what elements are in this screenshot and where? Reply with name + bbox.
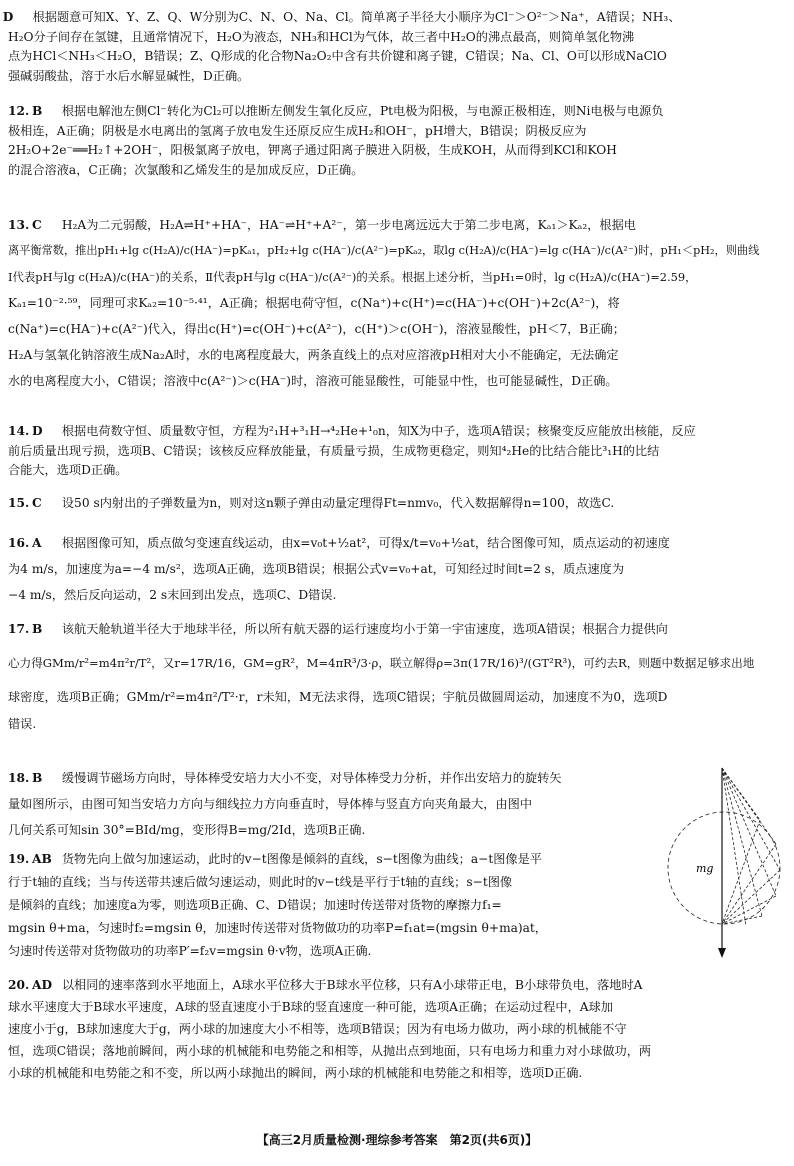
explanation-line: 根据题意可知X、Y、Z、Q、W分别为C、N、O、Na、Cl。简单离子半径大小顺序为Cl⁻＞O²⁻＞Na⁺，A错误；NH₃、 xyxy=(32,10,681,24)
mg-label: mg xyxy=(696,862,714,875)
explanation-line: 小球的机械能和电势能之和不变，所以两小球抛出的瞬间，两小球的机械能和电势能之和相等，选项D正确. xyxy=(8,1066,583,1080)
answer-item-14 xyxy=(8,422,784,481)
explanation-line: 行于t轴的直线；当与传送带共速后做匀速运动，则此时的v−t线是平行于t轴的直线；s−t图像 xyxy=(8,875,513,889)
answer-item-20 xyxy=(8,974,784,1084)
explanation-line: 几何关系可知sin 30°=BId/mg，变形得B=mg/2Id，选项B正确. xyxy=(8,823,366,837)
question-number: 17. xyxy=(8,622,30,636)
force-vector-line xyxy=(722,896,776,924)
question-number: 15. xyxy=(8,496,30,510)
explanation-line: 前后质量出现亏损，选项B、C错误；该核反应释放能量，有质量亏损，生成物更稳定，则知⁴₂He的比结合能比³₁H的比结 xyxy=(8,443,660,458)
explanation-line: H₂A为二元弱酸，H₂A⇌H⁺+HA⁻，HA⁻⇌H⁺+A²⁻，第一步电离远远大于第二步电离，Kₐ₁＞Kₐ₂，根据电 xyxy=(61,218,636,232)
explanation-line: 为4 m/s，加速度为a=−4 m/s²，选项A正确，选项B错误；根据公式v=v₀+at，可知经过时间t=2 s，质点速度为 xyxy=(8,562,625,576)
explanation-line: 球水平速度大于B球水平速度，A球的竖直速度小于B球的竖直速度一种可能，选项A正确；在运动过程中，A球加 xyxy=(8,1000,613,1014)
explanation-line: 该航天舱轨道半径大于地球半径，所以所有航天器的运行速度均小于第一宇宙速度，选项A错误；根据合力提供向 xyxy=(61,622,668,636)
answer-item-11 xyxy=(2,8,784,86)
answer-choice: B xyxy=(32,104,43,118)
question-number: 14. xyxy=(8,424,30,438)
explanation-line: 量如图所示，由图可知当安培力方向与细线拉力方向垂直时，导体棒与竖直方向夹角最大，由图中 xyxy=(8,797,533,811)
explanation-line: 速度小于g，B球加速度大于g，两小球的加速度大小不相等，选项B错误；因为有电场力做功，两小球的机械能不守 xyxy=(8,1022,627,1036)
force-vector-line xyxy=(722,844,776,924)
explanation-line: 点为HCl＜NH₃＜H₂O，B错误；Z、Q形成的化合物Na₂O₂中含有共价键和离子键，C错误；Na、Cl、O可以形成NaClO xyxy=(8,49,667,64)
answer-choice: D xyxy=(32,424,43,438)
question-number: 20. xyxy=(8,978,30,992)
answer-item-15 xyxy=(8,494,784,514)
explanation-line: Ⅰ代表pH与lg c(H₂A)/c(HA⁻)的关系，Ⅱ代表pH与lg c(HA⁻)/c(A²⁻)的关系。根据上述分析，当pH₁=0时，lg c(H₂A)/c(HA⁻)=2.59， xyxy=(8,270,697,284)
answer-item-19 xyxy=(8,848,648,963)
explanation-line: 强碱弱酸盐，溶于水后水解显碱性，D正确。 xyxy=(8,68,250,83)
explanation-line: 设50 s内射出的子弹数量为n，则对这n颗子弹由动量定理得Ft=nmv₀，代入数据解得n=100，故选C. xyxy=(61,496,615,510)
answer-choice: A xyxy=(32,536,42,550)
rotation-circle xyxy=(668,812,780,924)
answer-choice: C xyxy=(32,496,42,510)
question-number: 12. xyxy=(8,104,30,118)
explanation-line: 极相连，A正确；阴极是水电离出的氢离子放电发生还原反应生成H₂和OH⁻，pH增大，B错误；阴极反应为 xyxy=(8,123,587,138)
explanation-line: 根据电荷数守恒、质量数守恒，方程为²₁H+³₁H→⁴₂He+¹₀n，知X为中子，选项A错误；核聚变反应能放出核能，反应 xyxy=(61,424,696,438)
answer-choice: B xyxy=(32,771,43,785)
explanation-line: −4 m/s，然后反向运动，2 s末回到出发点，选项C、D错误. xyxy=(8,588,337,602)
explanation-line: H₂O分子间存在氢键，且通常情况下，H₂O为液态，NH₃和HCl为气体，故三者中H₂O的沸点最高，则简单氢化物沸 xyxy=(8,29,635,44)
explanation-line: 缓慢调节磁场方向时，导体棒受安培力大小不变，对导体棒受力分析，并作出安培力的旋转矢 xyxy=(61,771,562,785)
explanation-line: 以相同的速率落到水平地面上，A球水平位移大于B球水平位移，只有A小球带正电，B小球带负电，落地时A xyxy=(61,978,643,992)
explanation-line: mgsin θ+ma，匀速时f₂=mgsin θ，加速时传送带对货物做功的功率P=f₁at=(mgsin θ+ma)at， xyxy=(8,921,547,935)
explanation-line: 根据图像可知，质点做匀变速直线运动，由x=v₀t+½at²，可得x/t=v₀+½at，结合图像可知，质点运动的初速度 xyxy=(61,536,670,550)
force-vector-svg xyxy=(660,760,788,965)
explanation-line: 错误. xyxy=(8,717,37,731)
explanation-line: 球密度，选项B正确；GMm/r²=m4π²/T²·r，r未知，M无法求得，选项C错误；宇航员做圆周运动，加速度不为0，选项D xyxy=(8,690,668,704)
ampere-force-vectors xyxy=(722,768,780,926)
force-vector-line xyxy=(722,768,746,926)
explanation-line: 合能大，选项D正确。 xyxy=(8,463,128,478)
explanation-line: c(Na⁺)=c(HA⁻)+c(A²⁻)代入，得出c(H⁺)=c(OH⁻)+c(A²⁻)，c(H⁺)＞c(OH⁻)，溶液显酸性，pH＜7，B正确； xyxy=(8,322,625,336)
explanation-line: 水的电离程度大小，C错误；溶液中c(A²⁻)＞c(HA⁻)时，溶液可能显酸性，可能显中性，也可能显碱性，D正确。 xyxy=(8,374,618,388)
explanation-line: 货物先向上做匀加速运动，此时的v−t图像是倾斜的直线，s−t图像为曲线；a−t图像是平 xyxy=(61,852,542,866)
force-vector-line xyxy=(722,768,780,870)
force-vector-diagram xyxy=(660,760,788,965)
explanation-line: Kₐ₁=10⁻²·⁵⁹，同理可求Kₐ₂=10⁻⁵·⁴¹，A正确；根据电荷守恒，c(Na⁺)+c(H⁺)=c(HA⁻)+c(OH⁻)+2c(A²⁻)，将 xyxy=(8,296,620,310)
explanation-line: 根据电解池左侧Cl⁻转化为Cl₂可以推断左侧发生氧化反应，Pt电极为阳极，与电源正极相连，则Ni电极与电源负 xyxy=(61,104,664,118)
explanation-line: 匀速时传送带对货物做功的功率P′=f₂v=mgsin θ·v物，选项A正确. xyxy=(8,944,372,958)
answer-item-18 xyxy=(8,765,648,843)
explanation-line: 离平衡常数，推出pH₁+lg c(H₂A)/c(HA⁻)=pKₐ₁，pH₂+lg c(HA⁻)/c(A²⁻)=pKₐ₂，取lg c(H₂A)/c(HA⁻)=lg c(HA⁻)/c(A²⁻)时，pH₁＜pH₂，则曲线 xyxy=(8,244,760,257)
answer-choice: B xyxy=(32,622,43,636)
explanation-line: 2H₂O+2e⁻══H₂↑+2OH⁻，阳极氯离子放电，钾离子通过阳离子膜进入阴极，生成KOH，从而得到KCl和KOH xyxy=(8,143,617,158)
question-number: 19. xyxy=(8,852,30,866)
force-vector-line xyxy=(722,916,762,924)
explanation-line: 心力得GMm/r²=m4π²r/T²，又r=17R/16，GM=gR²，M=4πR³/3·ρ，联立解得ρ=3π(17R/16)³/(GT²R³)，可约去R，则题中数据足够求出地 xyxy=(8,656,755,670)
explanation-line: 是倾斜的直线；加速度a为零，则选项B正确、C、D错误；加速时传送带对货物的摩擦力f₁= xyxy=(8,898,502,912)
answer-choice: AB xyxy=(32,852,52,866)
answer-item-16 xyxy=(8,530,784,608)
explanation-line: 的混合溶液a，C正确；次氯酸和乙烯发生的是加成反应，D正确。 xyxy=(8,162,364,177)
answer-item-17 xyxy=(8,612,784,734)
explanation-line: 恒，选项C错误；落地前瞬间，两小球的机械能和电势能之和相等，从抛出点到地面，只有电场力和重力对小球做功，两 xyxy=(8,1044,652,1058)
answer-item-12 xyxy=(8,102,784,180)
answer-choice: C xyxy=(32,218,42,232)
answer-item-13 xyxy=(8,212,784,394)
answer-choice: D xyxy=(2,10,14,24)
question-number: 18. xyxy=(8,771,30,785)
question-number: 13. xyxy=(8,218,30,232)
answer-choice: AD xyxy=(32,978,53,992)
page-footer: 【高三2月质量检测·理综参考答案 第2页(共6页)】 xyxy=(256,1133,538,1147)
force-vector-line xyxy=(722,820,760,924)
gravity-arrowhead xyxy=(718,948,726,958)
force-vector-line xyxy=(722,870,780,924)
question-number: 16. xyxy=(8,536,30,550)
force-vector-line xyxy=(722,768,776,896)
explanation-line: H₂A与氢氧化钠溶液生成Na₂A时，水的电离程度最大，两条直线上的点对应溶液pH相对大小不能确定，无法确定 xyxy=(8,348,619,362)
